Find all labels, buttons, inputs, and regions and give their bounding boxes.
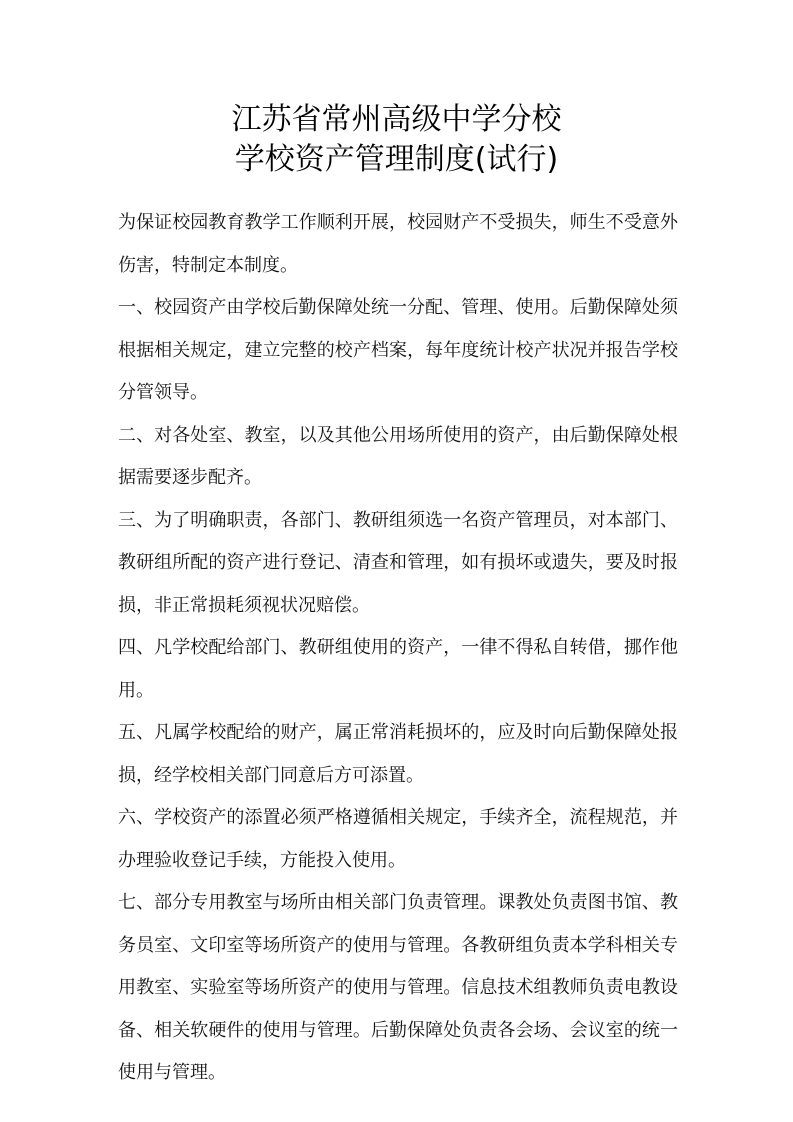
paragraph-article-6: 六、学校资产的添置必须严格遵循相关规定，手续齐全，流程规范，并办理验收登记手续，方能投入使用。 [118, 807, 678, 871]
paragraph-intro: 为保证校园教育教学工作顺利开展，校园财产不受损失，师生不受意外伤害，特制定本制度。 [118, 212, 678, 276]
paragraph-article-4: 四、凡学校配给部门、教研组使用的资产，一律不得私自转借，挪作他用。 [118, 637, 678, 701]
paragraph-article-5: 五、凡属学校配给的财产，属正常消耗损坏的，应及时向后勤保障处报损，经学校相关部门同意后方可添置。 [118, 722, 678, 786]
document-body [118, 202, 678, 1095]
document-title-line-2: 学校资产管理制度(试行) [234, 142, 559, 177]
document-title-line-1: 江苏省常州高级中学分校 [231, 102, 562, 137]
paragraph-article-7: 七、部分专用教室与场所由相关部门负责管理。课教处负责图书馆、教务员室、文印室等场所资产的使用与管理。各教研组负责本学科相关专用教室、实验室等场所资产的使用与管理。信息技术组教师负责电教设备、相关软硬件的使用与管理。后勤保障处负责各会场、会议室的统一使用与管理。 [118, 892, 678, 1083]
paragraph-article-1: 一、校园资产由学校后勤保障处统一分配、管理、使用。后勤保障处须根据相关规定，建立完整的校产档案，每年度统计校产状况并报告学校分管领导。 [118, 297, 678, 403]
paragraph-article-2: 二、对各处室、教室，以及其他公用场所使用的资产，由后勤保障处根据需要逐步配齐。 [118, 424, 678, 488]
paragraph-article-3: 三、为了明确职责，各部门、教研组须选一名资产管理员，对本部门、教研组所配的资产进行登记、清查和管理，如有损坏或遗失，要及时报损，非正常损耗须视状况赔偿。 [118, 509, 678, 616]
